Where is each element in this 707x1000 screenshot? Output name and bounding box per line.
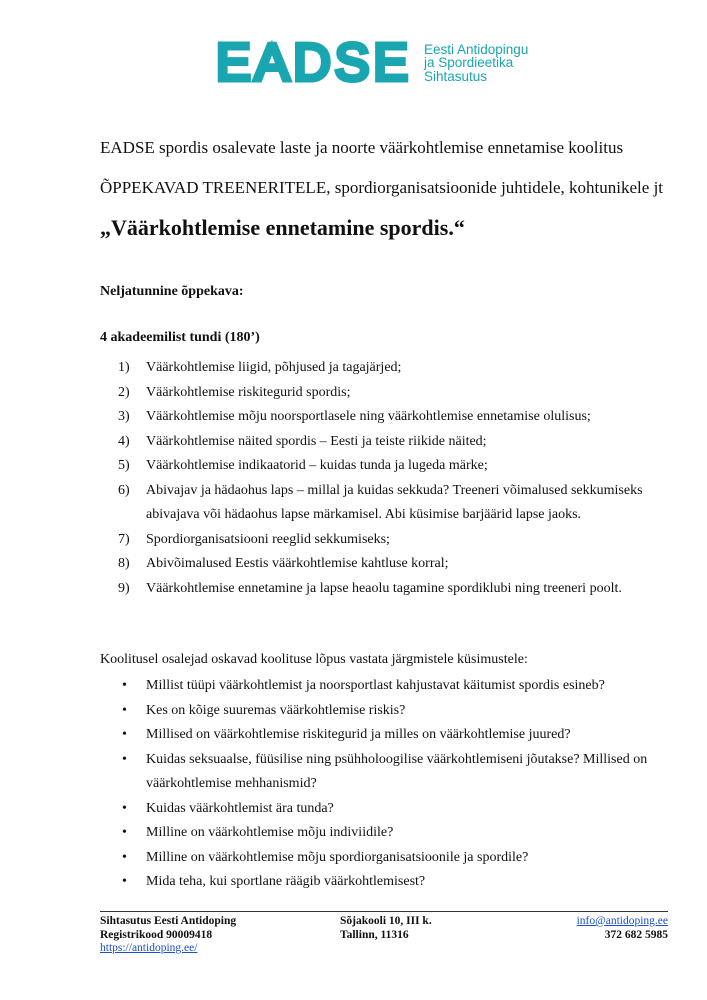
topic-text: Väärkohtlemise indikaatorid – kuidas tunda ja lugeda märke; bbox=[146, 458, 488, 473]
question-text: Milline on väärkohtlemise mõju indiviidile? bbox=[146, 825, 394, 840]
topic-item bbox=[118, 479, 678, 528]
topic-text: Väärkohtlemise liigid, põhjused ja tagajärjed; bbox=[146, 360, 402, 375]
footer-regcode: Registrikood 90009418 bbox=[100, 928, 213, 941]
question-text: Millist tüüpi väärkohtlemist ja noorsportlast kahjustavat käitumist spordis esineb? bbox=[146, 678, 605, 693]
topic-text: Abivajav ja hädaohus laps – millal ja kuidas sekkuda? Treeneri võimalused sekkumiseks abivajava või hädaohus lapse märkamisel. Abi küsimise barjäärid lapse jaoks. bbox=[146, 482, 643, 522]
question-text: Millised on väärkohtlemise riskitegurid ja milles on väärkohtlemise juured? bbox=[146, 727, 571, 742]
topic-item bbox=[118, 528, 678, 553]
curriculum-subheading: Neljatunnine õppekava: bbox=[100, 284, 244, 299]
footer-contact-block bbox=[540, 915, 668, 942]
footer-phone: 372 682 5985 bbox=[604, 928, 668, 941]
question-text: Kes on kõige suuremas väärkohtlemise riskis? bbox=[146, 702, 406, 718]
eadse-logo bbox=[216, 40, 528, 86]
question-item bbox=[118, 723, 678, 748]
topic-text: Spordiorganisatsiooni reeglid sekkumiseks; bbox=[146, 531, 390, 547]
footer-org-name: Sihtasutus Eesti Antidoping bbox=[100, 915, 237, 927]
duration-subheading: 4 akadeemilist tundi (180’) bbox=[100, 330, 260, 345]
logo-org-name bbox=[424, 43, 528, 84]
question-text: Milline on väärkohtlemise mõju spordiorganisatsioonile ja spordile? bbox=[146, 849, 529, 865]
course-heading: EADSE spordis osalevate laste ja noorte väärkohtlemise ennetamise koolitus bbox=[100, 138, 624, 157]
question-text: Kuidas väärkohtlemist ära tunda? bbox=[146, 800, 334, 816]
topic-text: Väärkohtlemise riskitegurid spordis; bbox=[146, 384, 351, 400]
topic-item bbox=[118, 577, 678, 602]
footer-email-link[interactable]: info@antidoping.ee bbox=[576, 915, 668, 927]
topic-item bbox=[118, 405, 678, 430]
question-item bbox=[118, 699, 678, 724]
bullet-icon: • bbox=[122, 849, 127, 865]
bullet-icon: • bbox=[122, 678, 127, 693]
question-item bbox=[118, 674, 678, 699]
topic-item bbox=[118, 356, 678, 381]
bullet-icon: • bbox=[122, 800, 127, 816]
bullet-icon: • bbox=[122, 751, 127, 767]
topic-number: 6) bbox=[118, 482, 130, 498]
topic-text: Väärkohtlemise mõju noorsportlasele ning väärkohtlemise ennetamise olulisus; bbox=[146, 409, 591, 424]
topic-number: 1) bbox=[118, 360, 130, 375]
question-item bbox=[118, 748, 678, 797]
topic-item bbox=[118, 552, 678, 577]
question-item bbox=[118, 821, 678, 846]
eadse-wordmark-icon bbox=[216, 40, 416, 86]
topic-text: Väärkohtlemise näited spordis – Eesti ja teiste riikide näited; bbox=[146, 433, 487, 449]
question-item bbox=[118, 797, 678, 822]
footer-address-block bbox=[340, 915, 432, 942]
topic-item bbox=[118, 454, 678, 479]
logo-line-3: Sihtasutus bbox=[424, 68, 488, 84]
topic-item bbox=[118, 381, 678, 406]
bullet-icon: • bbox=[122, 874, 127, 889]
footer-org-block bbox=[100, 915, 236, 956]
footer-divider bbox=[100, 911, 668, 912]
topic-text: Abivõimalused Eestis väärkohtlemise kahtluse korral; bbox=[146, 556, 449, 571]
topic-number: 5) bbox=[118, 458, 130, 473]
curriculum-heading: ÕPPEKAVAD TREENERITELE, spordiorganisatsioonide juhtidele, kohtunikele jt bbox=[100, 178, 664, 197]
footer-city: Tallinn, 11316 bbox=[340, 928, 409, 941]
topic-item bbox=[118, 430, 678, 455]
question-text: Kuidas seksuaalse, füüsilise ning psühholoogilise väärkohtlemiseni jõutakse? Millised on väärkohtlemise mehhanismid? bbox=[146, 751, 648, 791]
topic-number: 2) bbox=[118, 384, 130, 400]
bullet-icon: • bbox=[122, 727, 127, 742]
topics-list bbox=[118, 356, 678, 601]
footer-street: Sõjakooli 10, III k. bbox=[340, 915, 432, 927]
document-title: „Väärkohtlemise ennetamine spordis.“ bbox=[100, 215, 465, 240]
footer-website-link[interactable]: https://antidoping.ee/ bbox=[100, 942, 198, 954]
topic-number: 4) bbox=[118, 433, 130, 449]
question-text: Mida teha, kui sportlane räägib väärkohtlemisest? bbox=[146, 874, 426, 889]
bullet-icon: • bbox=[122, 825, 127, 840]
topic-number: 7) bbox=[118, 531, 130, 547]
logo-line-2: ja Spordieetika bbox=[424, 55, 514, 71]
eadse-wordmark-text: EADSE bbox=[216, 40, 412, 86]
bullet-icon: • bbox=[122, 702, 127, 718]
questions-intro: Koolitusel osalejad oskavad koolituse lõpus vastata järgmistele küsimustele: bbox=[100, 652, 528, 667]
topic-number: 9) bbox=[118, 580, 130, 596]
question-item bbox=[118, 870, 678, 895]
logo-line-1: Eesti Antidopingu bbox=[424, 41, 529, 57]
topic-number: 8) bbox=[118, 556, 130, 571]
topic-text: Väärkohtlemise ennetamine ja lapse heaolu tagamine spordiklubi ning treeneri poolt. bbox=[146, 580, 622, 596]
questions-list bbox=[118, 674, 678, 895]
question-item bbox=[118, 846, 678, 871]
topic-number: 3) bbox=[118, 409, 130, 424]
